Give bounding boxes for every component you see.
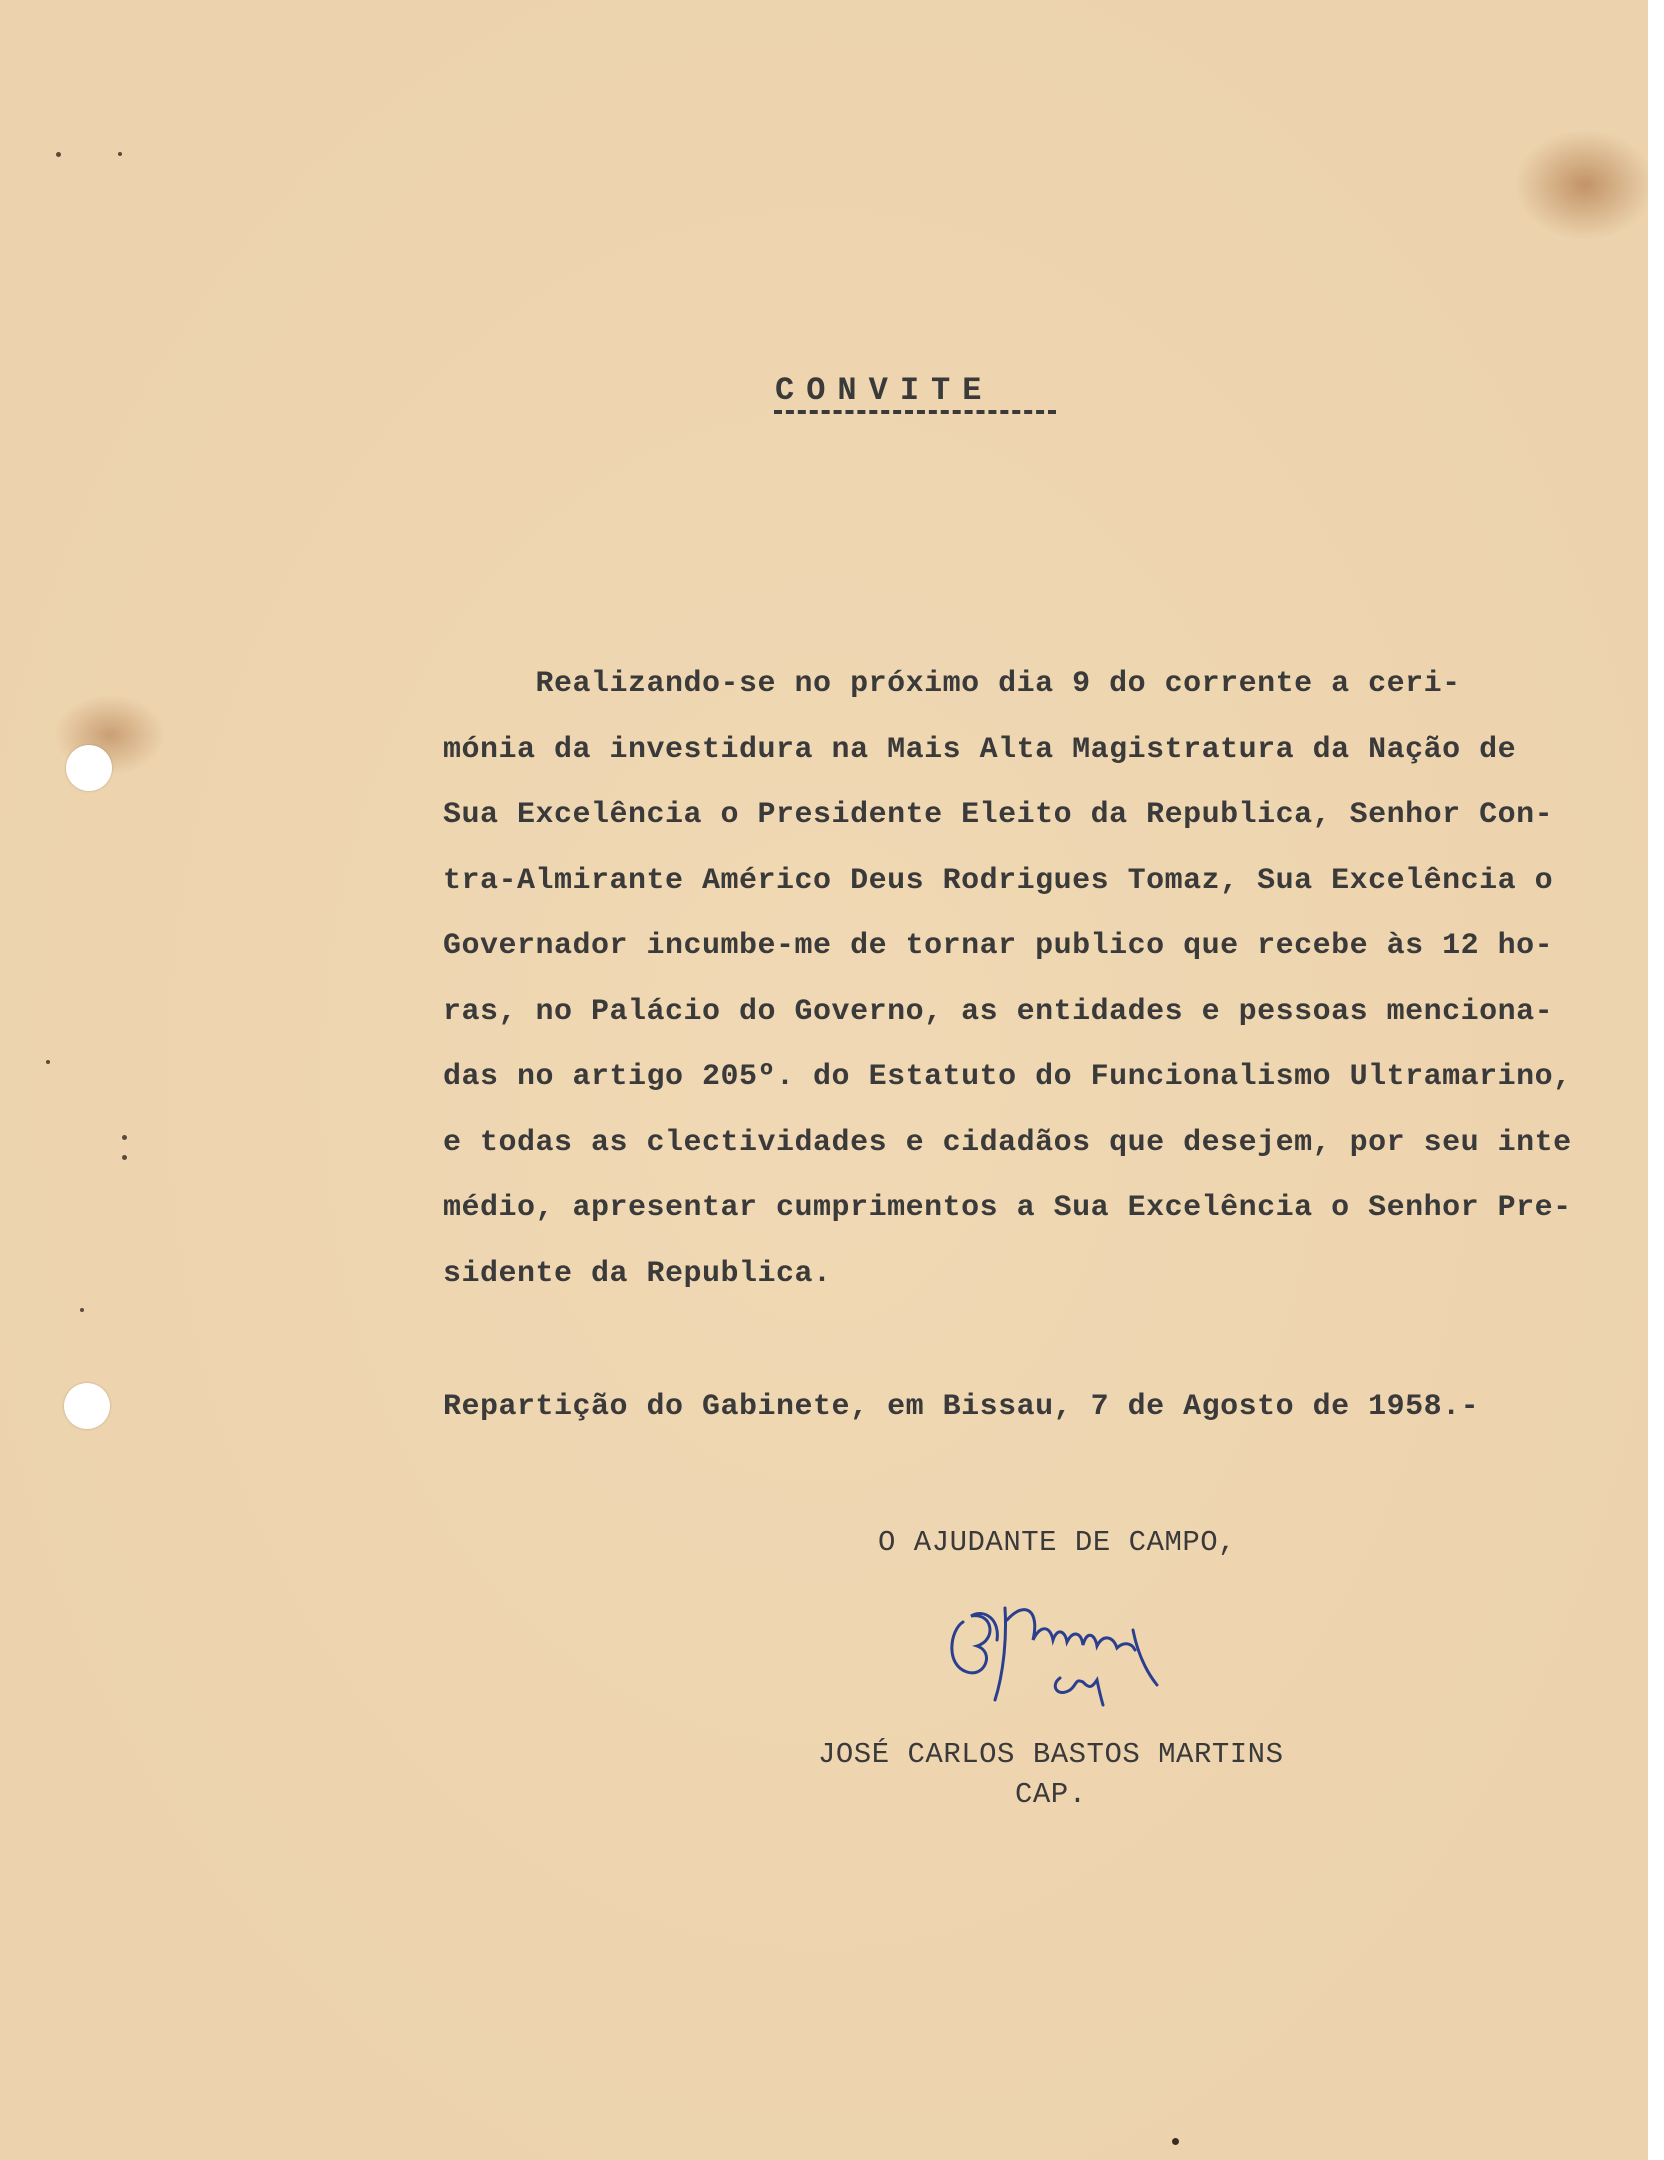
- signatory-role: O AJUDANTE DE CAMPO,: [878, 1526, 1237, 1559]
- dateline: Repartição do Gabinete, em Bissau, 7 de Agosto de 1958.-: [443, 1390, 1480, 1424]
- signatory-rank: CAP.: [1015, 1778, 1087, 1811]
- document-title: CONVITE: [775, 372, 994, 409]
- handwritten-signature: [945, 1590, 1175, 1720]
- body-line: sidente da Republica.: [443, 1256, 832, 1291]
- body-line: das no artigo 205º. do Estatuto do Funcionalismo Ultramarino,: [443, 1060, 1572, 1094]
- body-line: médio, apresentar cumprimentos a Sua Excelência o Senhor Pre-: [443, 1191, 1572, 1225]
- body-line: Realizando-se no próximo dia 9 do corrente a ceri-: [443, 667, 1461, 701]
- title-underline: [774, 410, 1056, 414]
- paper-speck: [122, 1155, 127, 1160]
- paper-speck: [1172, 2138, 1179, 2145]
- body-line: mónia da investidura na Mais Alta Magistratura da Nação de: [443, 732, 1517, 767]
- body-line: ras, no Palácio do Governo, as entidades e pessoas menciona-: [443, 994, 1554, 1029]
- paper-speck: [118, 152, 122, 156]
- body-paragraph: [443, 652, 1643, 1307]
- signatory-name: JOSÉ CARLOS BASTOS MARTINS: [818, 1738, 1284, 1771]
- scan-border: [1648, 0, 1664, 2160]
- paper-speck: [56, 152, 61, 157]
- punch-hole: [64, 1383, 110, 1429]
- punch-hole: [66, 745, 112, 791]
- body-line: e todas as clectividades e cidadãos que desejem, por seu inte: [443, 1125, 1572, 1160]
- body-line: Governador incumbe-me de tornar publico que recebe às 12 ho-: [443, 929, 1554, 963]
- body-line: tra-Almirante Américo Deus Rodrigues Tomaz, Sua Excelência o: [443, 863, 1554, 898]
- body-line: Sua Excelência o Presidente Eleito da Republica, Senhor Con-: [443, 798, 1554, 832]
- paper-speck: [80, 1308, 84, 1312]
- paper-speck: [122, 1135, 127, 1140]
- paper-speck: [46, 1060, 50, 1064]
